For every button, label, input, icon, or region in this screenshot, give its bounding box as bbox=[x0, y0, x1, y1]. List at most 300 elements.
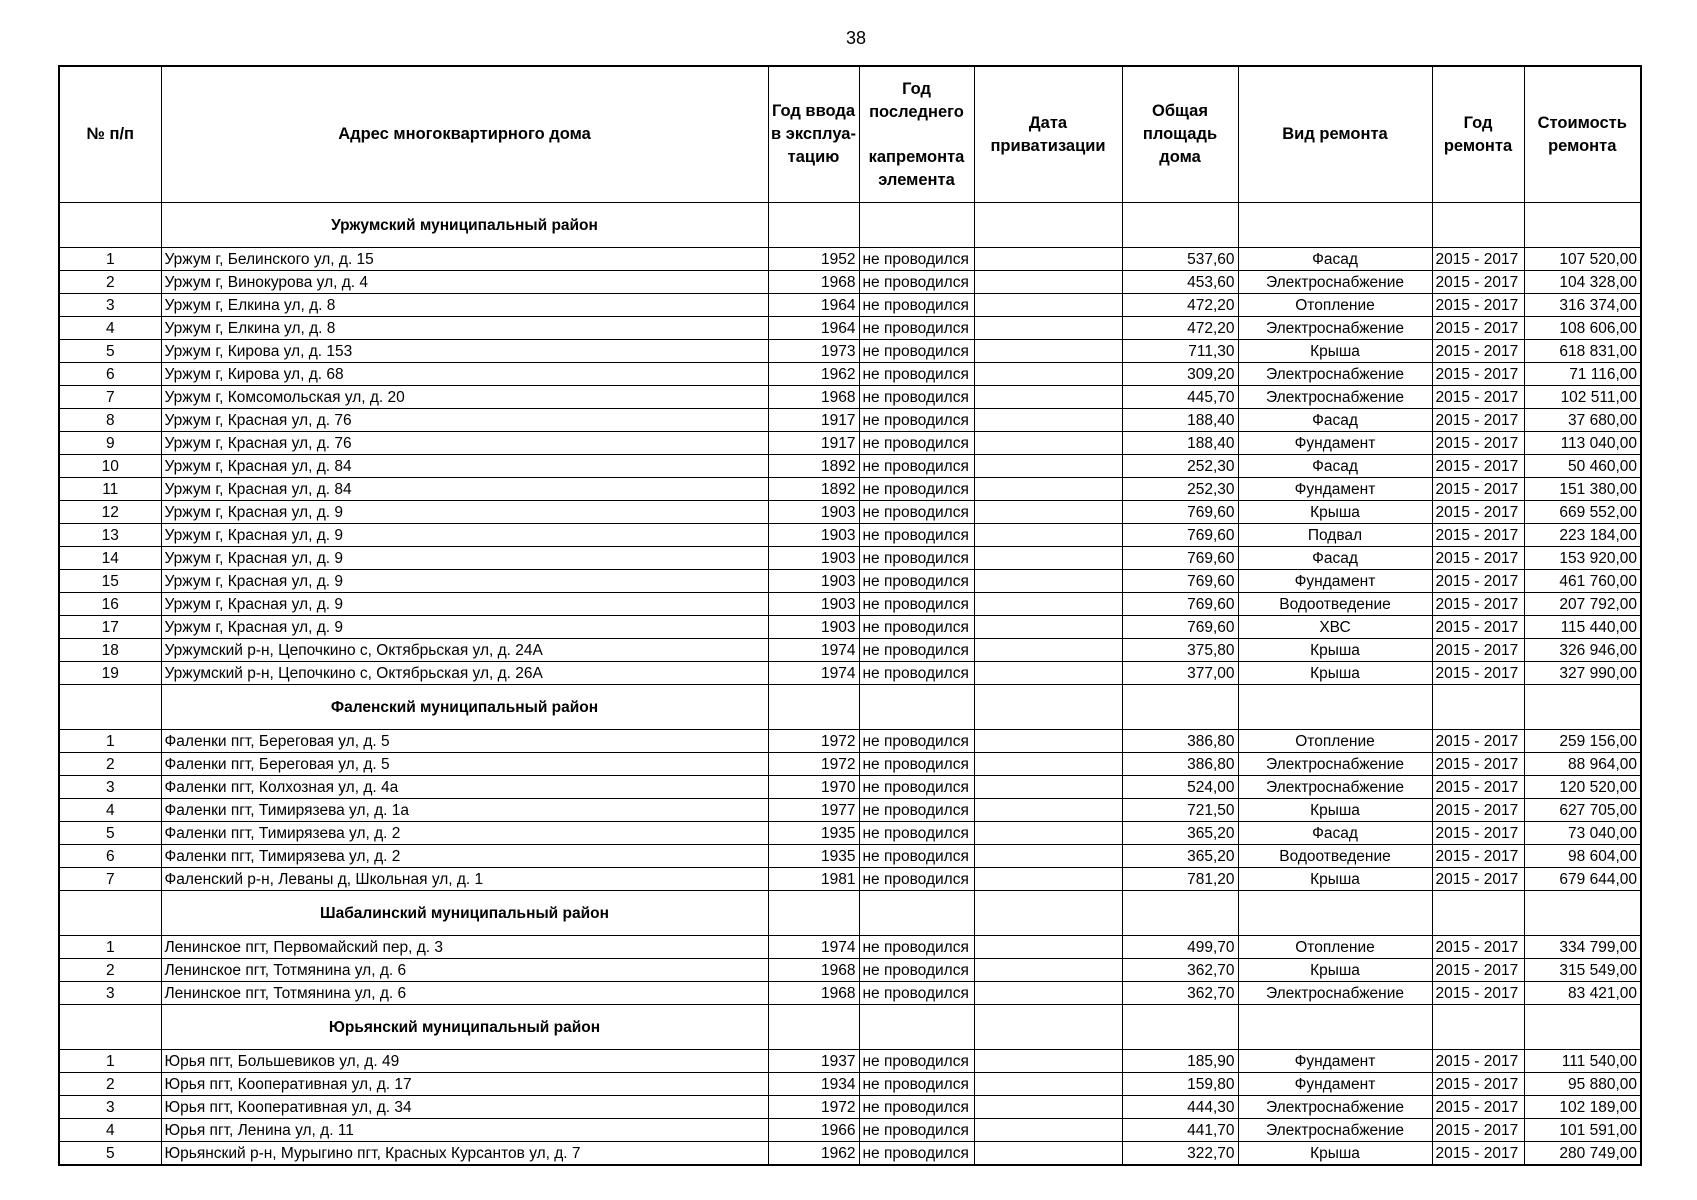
cell-privatization bbox=[974, 524, 1122, 547]
cell-cost: 153 920,00 bbox=[1524, 547, 1641, 570]
cell-year-commission: 1968 bbox=[768, 386, 859, 409]
cell-repair-type: Электроснабжение bbox=[1238, 776, 1432, 799]
cell-cost: 83 421,00 bbox=[1524, 982, 1641, 1005]
cell-address: Уржум г, Винокурова ул, д. 4 bbox=[161, 271, 768, 294]
cell-cost: 315 549,00 bbox=[1524, 959, 1641, 982]
cell-last-repair: не проводился bbox=[859, 753, 974, 776]
cell-repair-years: 2015 - 2017 bbox=[1432, 570, 1524, 593]
cell-privatization bbox=[974, 432, 1122, 455]
table-row bbox=[59, 294, 1641, 317]
section-empty-cell bbox=[1524, 685, 1641, 730]
cell-num: 15 bbox=[59, 570, 161, 593]
cell-num: 10 bbox=[59, 455, 161, 478]
cell-year-commission: 1974 bbox=[768, 639, 859, 662]
cell-cost: 326 946,00 bbox=[1524, 639, 1641, 662]
cell-repair-type: Крыша bbox=[1238, 1142, 1432, 1166]
cell-repair-type: Отопление bbox=[1238, 294, 1432, 317]
cell-repair-years: 2015 - 2017 bbox=[1432, 501, 1524, 524]
cell-area: 386,80 bbox=[1122, 730, 1238, 753]
cell-area: 185,90 bbox=[1122, 1050, 1238, 1073]
cell-repair-type: Электроснабжение bbox=[1238, 1096, 1432, 1119]
cell-area: 159,80 bbox=[1122, 1073, 1238, 1096]
cell-repair-type: Электроснабжение bbox=[1238, 1119, 1432, 1142]
cell-address: Юрья пгт, Ленина ул, д. 11 bbox=[161, 1119, 768, 1142]
cell-privatization bbox=[974, 730, 1122, 753]
section-empty-cell bbox=[1122, 685, 1238, 730]
table-row bbox=[59, 1050, 1641, 1073]
table-row bbox=[59, 753, 1641, 776]
cell-repair-years: 2015 - 2017 bbox=[1432, 799, 1524, 822]
table-row bbox=[59, 593, 1641, 616]
cell-area: 375,80 bbox=[1122, 639, 1238, 662]
cell-privatization bbox=[974, 1073, 1122, 1096]
section-empty-cell bbox=[59, 891, 161, 936]
section-empty-cell bbox=[59, 203, 161, 248]
cell-privatization bbox=[974, 1096, 1122, 1119]
cell-repair-type: Крыша bbox=[1238, 501, 1432, 524]
cell-repair-years: 2015 - 2017 bbox=[1432, 982, 1524, 1005]
cell-num: 17 bbox=[59, 616, 161, 639]
cell-year-commission: 1966 bbox=[768, 1119, 859, 1142]
cell-area: 472,20 bbox=[1122, 294, 1238, 317]
cell-num: 2 bbox=[59, 271, 161, 294]
cell-num: 3 bbox=[59, 776, 161, 799]
cell-address: Юрья пгт, Кооперативная ул, д. 34 bbox=[161, 1096, 768, 1119]
cell-year-commission: 1974 bbox=[768, 936, 859, 959]
cell-repair-type: Отопление bbox=[1238, 730, 1432, 753]
header-address: Адрес многоквартирного дома bbox=[161, 66, 768, 203]
cell-privatization bbox=[974, 547, 1122, 570]
cell-cost: 71 116,00 bbox=[1524, 363, 1641, 386]
table-row bbox=[59, 776, 1641, 799]
cell-year-commission: 1903 bbox=[768, 616, 859, 639]
cell-privatization bbox=[974, 386, 1122, 409]
cell-repair-type: Крыша bbox=[1238, 639, 1432, 662]
table-row bbox=[59, 1096, 1641, 1119]
cell-last-repair: не проводился bbox=[859, 593, 974, 616]
section-empty-cell bbox=[1238, 1005, 1432, 1050]
cell-last-repair: не проводился bbox=[859, 294, 974, 317]
cell-address: Фаленки пгт, Береговая ул, д. 5 bbox=[161, 730, 768, 753]
section-empty-cell bbox=[974, 1005, 1122, 1050]
section-empty-cell bbox=[1238, 891, 1432, 936]
cell-last-repair: не проводился bbox=[859, 1142, 974, 1166]
cell-address: Уржум г, Елкина ул, д. 8 bbox=[161, 294, 768, 317]
cell-year-commission: 1964 bbox=[768, 317, 859, 340]
section-header-row bbox=[59, 891, 1641, 936]
cell-area: 252,30 bbox=[1122, 478, 1238, 501]
cell-area: 711,30 bbox=[1122, 340, 1238, 363]
cell-repair-type: Фундамент bbox=[1238, 478, 1432, 501]
cell-year-commission: 1974 bbox=[768, 662, 859, 685]
cell-address: Уржум г, Красная ул, д. 9 bbox=[161, 501, 768, 524]
cell-last-repair: не проводился bbox=[859, 524, 974, 547]
cell-last-repair: не проводился bbox=[859, 478, 974, 501]
cell-cost: 223 184,00 bbox=[1524, 524, 1641, 547]
cell-year-commission: 1917 bbox=[768, 432, 859, 455]
table-row bbox=[59, 547, 1641, 570]
table-row bbox=[59, 501, 1641, 524]
table-row bbox=[59, 363, 1641, 386]
cell-repair-type: Фундамент bbox=[1238, 1073, 1432, 1096]
cell-repair-years: 2015 - 2017 bbox=[1432, 593, 1524, 616]
cell-last-repair: не проводился bbox=[859, 936, 974, 959]
cell-cost: 679 644,00 bbox=[1524, 868, 1641, 891]
cell-num: 2 bbox=[59, 1073, 161, 1096]
cell-year-commission: 1981 bbox=[768, 868, 859, 891]
section-header-row bbox=[59, 1005, 1641, 1050]
cell-year-commission: 1935 bbox=[768, 822, 859, 845]
cell-num: 4 bbox=[59, 1119, 161, 1142]
cell-num: 5 bbox=[59, 822, 161, 845]
cell-cost: 113 040,00 bbox=[1524, 432, 1641, 455]
cell-num: 13 bbox=[59, 524, 161, 547]
cell-repair-years: 2015 - 2017 bbox=[1432, 959, 1524, 982]
cell-repair-type: Электроснабжение bbox=[1238, 753, 1432, 776]
cell-repair-type: Водоотведение bbox=[1238, 845, 1432, 868]
cell-last-repair: не проводился bbox=[859, 432, 974, 455]
cell-cost: 461 760,00 bbox=[1524, 570, 1641, 593]
cell-privatization bbox=[974, 271, 1122, 294]
cell-cost: 280 749,00 bbox=[1524, 1142, 1641, 1166]
cell-repair-years: 2015 - 2017 bbox=[1432, 639, 1524, 662]
cell-last-repair: не проводился bbox=[859, 776, 974, 799]
table-row bbox=[59, 478, 1641, 501]
cell-address: Ленинское пгт, Тотмянина ул, д. 6 bbox=[161, 959, 768, 982]
table-row bbox=[59, 616, 1641, 639]
cell-address: Уржум г, Красная ул, д. 9 bbox=[161, 524, 768, 547]
table-row bbox=[59, 386, 1641, 409]
cell-last-repair: не проводился bbox=[859, 639, 974, 662]
section-empty-cell bbox=[1524, 1005, 1641, 1050]
cell-address: Фаленский р-н, Леваны д, Школьная ул, д. 1 bbox=[161, 868, 768, 891]
cell-num: 16 bbox=[59, 593, 161, 616]
table-row bbox=[59, 409, 1641, 432]
cell-repair-years: 2015 - 2017 bbox=[1432, 1050, 1524, 1073]
table-row bbox=[59, 845, 1641, 868]
header-area: Общая площадь дома bbox=[1122, 66, 1238, 203]
cell-num: 12 bbox=[59, 501, 161, 524]
cell-year-commission: 1977 bbox=[768, 799, 859, 822]
cell-repair-years: 2015 - 2017 bbox=[1432, 524, 1524, 547]
cell-area: 769,60 bbox=[1122, 593, 1238, 616]
cell-address: Уржумский р-н, Цепочкино с, Октябрьская ул, д. 26А bbox=[161, 662, 768, 685]
cell-num: 6 bbox=[59, 845, 161, 868]
cell-cost: 88 964,00 bbox=[1524, 753, 1641, 776]
header-cost: Стоимость ремонта bbox=[1524, 66, 1641, 203]
cell-year-commission: 1970 bbox=[768, 776, 859, 799]
cell-address: Ленинское пгт, Тотмянина ул, д. 6 bbox=[161, 982, 768, 1005]
section-title: Фаленский муниципальный район bbox=[161, 685, 768, 730]
cell-last-repair: не проводился bbox=[859, 501, 974, 524]
table-row bbox=[59, 868, 1641, 891]
section-empty-cell bbox=[59, 685, 161, 730]
cell-privatization bbox=[974, 868, 1122, 891]
cell-repair-years: 2015 - 2017 bbox=[1432, 386, 1524, 409]
cell-year-commission: 1892 bbox=[768, 455, 859, 478]
section-empty-cell bbox=[1524, 891, 1641, 936]
cell-year-commission: 1935 bbox=[768, 845, 859, 868]
section-empty-cell bbox=[974, 685, 1122, 730]
cell-address: Уржум г, Красная ул, д. 84 bbox=[161, 478, 768, 501]
cell-repair-years: 2015 - 2017 bbox=[1432, 1073, 1524, 1096]
cell-year-commission: 1903 bbox=[768, 547, 859, 570]
section-empty-cell bbox=[859, 1005, 974, 1050]
cell-privatization bbox=[974, 317, 1122, 340]
cell-area: 721,50 bbox=[1122, 799, 1238, 822]
cell-repair-years: 2015 - 2017 bbox=[1432, 409, 1524, 432]
table-row bbox=[59, 799, 1641, 822]
cell-num: 5 bbox=[59, 340, 161, 363]
cell-repair-years: 2015 - 2017 bbox=[1432, 753, 1524, 776]
cell-repair-type: Фасад bbox=[1238, 248, 1432, 271]
cell-cost: 111 540,00 bbox=[1524, 1050, 1641, 1073]
cell-year-commission: 1968 bbox=[768, 271, 859, 294]
cell-area: 309,20 bbox=[1122, 363, 1238, 386]
cell-year-commission: 1903 bbox=[768, 570, 859, 593]
cell-num: 4 bbox=[59, 799, 161, 822]
cell-address: Фаленки пгт, Тимирязева ул, д. 2 bbox=[161, 822, 768, 845]
cell-area: 781,20 bbox=[1122, 868, 1238, 891]
table-row bbox=[59, 639, 1641, 662]
cell-last-repair: не проводился bbox=[859, 340, 974, 363]
cell-address: Фаленки пгт, Береговая ул, д. 5 bbox=[161, 753, 768, 776]
cell-last-repair: не проводился bbox=[859, 730, 974, 753]
header-last-repair-line1: Год последнего bbox=[869, 79, 964, 121]
cell-num: 1 bbox=[59, 730, 161, 753]
cell-privatization bbox=[974, 294, 1122, 317]
cell-year-commission: 1892 bbox=[768, 478, 859, 501]
cell-year-commission: 1972 bbox=[768, 730, 859, 753]
table-row bbox=[59, 936, 1641, 959]
cell-num: 7 bbox=[59, 386, 161, 409]
cell-repair-years: 2015 - 2017 bbox=[1432, 1119, 1524, 1142]
cell-area: 769,60 bbox=[1122, 547, 1238, 570]
cell-repair-years: 2015 - 2017 bbox=[1432, 478, 1524, 501]
cell-cost: 98 604,00 bbox=[1524, 845, 1641, 868]
cell-repair-type: Электроснабжение bbox=[1238, 271, 1432, 294]
cell-cost: 316 374,00 bbox=[1524, 294, 1641, 317]
cell-num: 3 bbox=[59, 294, 161, 317]
cell-privatization bbox=[974, 662, 1122, 685]
header-privatization: Дата приватизации bbox=[974, 66, 1122, 203]
cell-year-commission: 1917 bbox=[768, 409, 859, 432]
section-empty-cell bbox=[768, 203, 859, 248]
cell-cost: 73 040,00 bbox=[1524, 822, 1641, 845]
cell-num: 1 bbox=[59, 936, 161, 959]
cell-last-repair: не проводился bbox=[859, 455, 974, 478]
section-empty-cell bbox=[768, 685, 859, 730]
header-num: № п/п bbox=[59, 66, 161, 203]
cell-address: Юрья пгт, Кооперативная ул, д. 17 bbox=[161, 1073, 768, 1096]
cell-repair-years: 2015 - 2017 bbox=[1432, 432, 1524, 455]
cell-year-commission: 1964 bbox=[768, 294, 859, 317]
cell-cost: 50 460,00 bbox=[1524, 455, 1641, 478]
cell-area: 524,00 bbox=[1122, 776, 1238, 799]
cell-address: Уржум г, Елкина ул, д. 8 bbox=[161, 317, 768, 340]
cell-repair-type: Фасад bbox=[1238, 547, 1432, 570]
cell-privatization bbox=[974, 822, 1122, 845]
cell-repair-type: Электроснабжение bbox=[1238, 317, 1432, 340]
cell-repair-type: Фундамент bbox=[1238, 570, 1432, 593]
table-row bbox=[59, 1119, 1641, 1142]
table-row bbox=[59, 730, 1641, 753]
cell-repair-type: Водоотведение bbox=[1238, 593, 1432, 616]
cell-privatization bbox=[974, 753, 1122, 776]
cell-area: 499,70 bbox=[1122, 936, 1238, 959]
cell-num: 8 bbox=[59, 409, 161, 432]
cell-repair-years: 2015 - 2017 bbox=[1432, 616, 1524, 639]
cell-last-repair: не проводился bbox=[859, 317, 974, 340]
section-empty-cell bbox=[974, 203, 1122, 248]
cell-num: 18 bbox=[59, 639, 161, 662]
cell-area: 252,30 bbox=[1122, 455, 1238, 478]
cell-area: 362,70 bbox=[1122, 982, 1238, 1005]
cell-privatization bbox=[974, 409, 1122, 432]
table-row bbox=[59, 822, 1641, 845]
cell-cost: 101 591,00 bbox=[1524, 1119, 1641, 1142]
cell-repair-years: 2015 - 2017 bbox=[1432, 455, 1524, 478]
section-title: Юрьянский муниципальный район bbox=[161, 1005, 768, 1050]
cell-num: 2 bbox=[59, 959, 161, 982]
cell-privatization bbox=[974, 570, 1122, 593]
cell-privatization bbox=[974, 845, 1122, 868]
cell-cost: 102 189,00 bbox=[1524, 1096, 1641, 1119]
cell-last-repair: не проводился bbox=[859, 845, 974, 868]
section-header-row bbox=[59, 203, 1641, 248]
cell-repair-type: Фасад bbox=[1238, 455, 1432, 478]
cell-privatization bbox=[974, 982, 1122, 1005]
cell-last-repair: не проводился bbox=[859, 799, 974, 822]
cell-repair-type: Крыша bbox=[1238, 868, 1432, 891]
cell-area: 453,60 bbox=[1122, 271, 1238, 294]
cell-area: 444,30 bbox=[1122, 1096, 1238, 1119]
cell-year-commission: 1903 bbox=[768, 593, 859, 616]
cell-area: 769,60 bbox=[1122, 570, 1238, 593]
table-row bbox=[59, 248, 1641, 271]
page-number: 38 bbox=[845, 28, 867, 48]
table-row bbox=[59, 570, 1641, 593]
header-repair-years: Год ремонта bbox=[1432, 66, 1524, 203]
section-empty-cell bbox=[1238, 203, 1432, 248]
table-row bbox=[59, 1142, 1641, 1166]
cell-repair-type: Фасад bbox=[1238, 409, 1432, 432]
section-empty-cell bbox=[1122, 1005, 1238, 1050]
cell-repair-years: 2015 - 2017 bbox=[1432, 271, 1524, 294]
cell-area: 445,70 bbox=[1122, 386, 1238, 409]
section-empty-cell bbox=[59, 1005, 161, 1050]
cell-repair-type: Крыша bbox=[1238, 799, 1432, 822]
section-empty-cell bbox=[768, 891, 859, 936]
cell-privatization bbox=[974, 501, 1122, 524]
table-row bbox=[59, 1073, 1641, 1096]
cell-area: 769,60 bbox=[1122, 524, 1238, 547]
cell-year-commission: 1962 bbox=[768, 363, 859, 386]
cell-cost: 120 520,00 bbox=[1524, 776, 1641, 799]
cell-privatization bbox=[974, 478, 1122, 501]
cell-area: 188,40 bbox=[1122, 432, 1238, 455]
header-last-repair-line2: капремонта элемента bbox=[868, 147, 965, 189]
repair-register-table bbox=[58, 65, 1642, 1166]
cell-address: Юрьянский р-н, Мурыгино пгт, Красных Курсантов ул, д. 7 bbox=[161, 1142, 768, 1166]
cell-year-commission: 1968 bbox=[768, 959, 859, 982]
cell-num: 5 bbox=[59, 1142, 161, 1166]
section-title: Шабалинский муниципальный район bbox=[161, 891, 768, 936]
cell-address: Уржум г, Красная ул, д. 9 bbox=[161, 616, 768, 639]
cell-repair-type: Фасад bbox=[1238, 822, 1432, 845]
cell-address: Фаленки пгт, Колхозная ул, д. 4а bbox=[161, 776, 768, 799]
table-header-row bbox=[59, 66, 1641, 203]
cell-address: Уржумский р-н, Цепочкино с, Октябрьская ул, д. 24А bbox=[161, 639, 768, 662]
cell-cost: 107 520,00 bbox=[1524, 248, 1641, 271]
cell-privatization bbox=[974, 776, 1122, 799]
cell-num: 4 bbox=[59, 317, 161, 340]
cell-last-repair: не проводился bbox=[859, 248, 974, 271]
cell-address: Уржум г, Красная ул, д. 9 bbox=[161, 547, 768, 570]
cell-area: 365,20 bbox=[1122, 845, 1238, 868]
cell-year-commission: 1968 bbox=[768, 982, 859, 1005]
cell-last-repair: не проводился bbox=[859, 1119, 974, 1142]
cell-repair-years: 2015 - 2017 bbox=[1432, 936, 1524, 959]
section-empty-cell bbox=[1524, 203, 1641, 248]
cell-num: 7 bbox=[59, 868, 161, 891]
section-empty-cell bbox=[859, 203, 974, 248]
section-empty-cell bbox=[859, 685, 974, 730]
cell-num: 3 bbox=[59, 1096, 161, 1119]
cell-num: 6 bbox=[59, 363, 161, 386]
section-empty-cell bbox=[1122, 891, 1238, 936]
cell-repair-years: 2015 - 2017 bbox=[1432, 776, 1524, 799]
cell-last-repair: не проводился bbox=[859, 547, 974, 570]
section-empty-cell bbox=[1432, 685, 1524, 730]
cell-cost: 618 831,00 bbox=[1524, 340, 1641, 363]
cell-num: 11 bbox=[59, 478, 161, 501]
section-empty-cell bbox=[974, 891, 1122, 936]
cell-year-commission: 1972 bbox=[768, 753, 859, 776]
cell-repair-years: 2015 - 2017 bbox=[1432, 1142, 1524, 1166]
cell-cost: 108 606,00 bbox=[1524, 317, 1641, 340]
table-row bbox=[59, 982, 1641, 1005]
cell-area: 377,00 bbox=[1122, 662, 1238, 685]
section-empty-cell bbox=[1432, 1005, 1524, 1050]
table-row bbox=[59, 455, 1641, 478]
cell-repair-years: 2015 - 2017 bbox=[1432, 662, 1524, 685]
cell-num: 14 bbox=[59, 547, 161, 570]
table-row bbox=[59, 340, 1641, 363]
cell-last-repair: не проводился bbox=[859, 570, 974, 593]
cell-address: Уржум г, Красная ул, д. 9 bbox=[161, 570, 768, 593]
header-repair-type: Вид ремонта bbox=[1238, 66, 1432, 203]
header-last-repair bbox=[859, 66, 974, 203]
cell-num: 3 bbox=[59, 982, 161, 1005]
cell-year-commission: 1937 bbox=[768, 1050, 859, 1073]
cell-address: Уржум г, Красная ул, д. 84 bbox=[161, 455, 768, 478]
cell-last-repair: не проводился bbox=[859, 409, 974, 432]
cell-last-repair: не проводился bbox=[859, 868, 974, 891]
cell-cost: 259 156,00 bbox=[1524, 730, 1641, 753]
cell-privatization bbox=[974, 959, 1122, 982]
cell-cost: 95 880,00 bbox=[1524, 1073, 1641, 1096]
cell-repair-years: 2015 - 2017 bbox=[1432, 822, 1524, 845]
cell-cost: 627 705,00 bbox=[1524, 799, 1641, 822]
cell-cost: 207 792,00 bbox=[1524, 593, 1641, 616]
cell-num: 9 bbox=[59, 432, 161, 455]
cell-address: Фаленки пгт, Тимирязева ул, д. 1а bbox=[161, 799, 768, 822]
cell-cost: 102 511,00 bbox=[1524, 386, 1641, 409]
cell-last-repair: не проводился bbox=[859, 662, 974, 685]
cell-privatization bbox=[974, 340, 1122, 363]
cell-privatization bbox=[974, 616, 1122, 639]
